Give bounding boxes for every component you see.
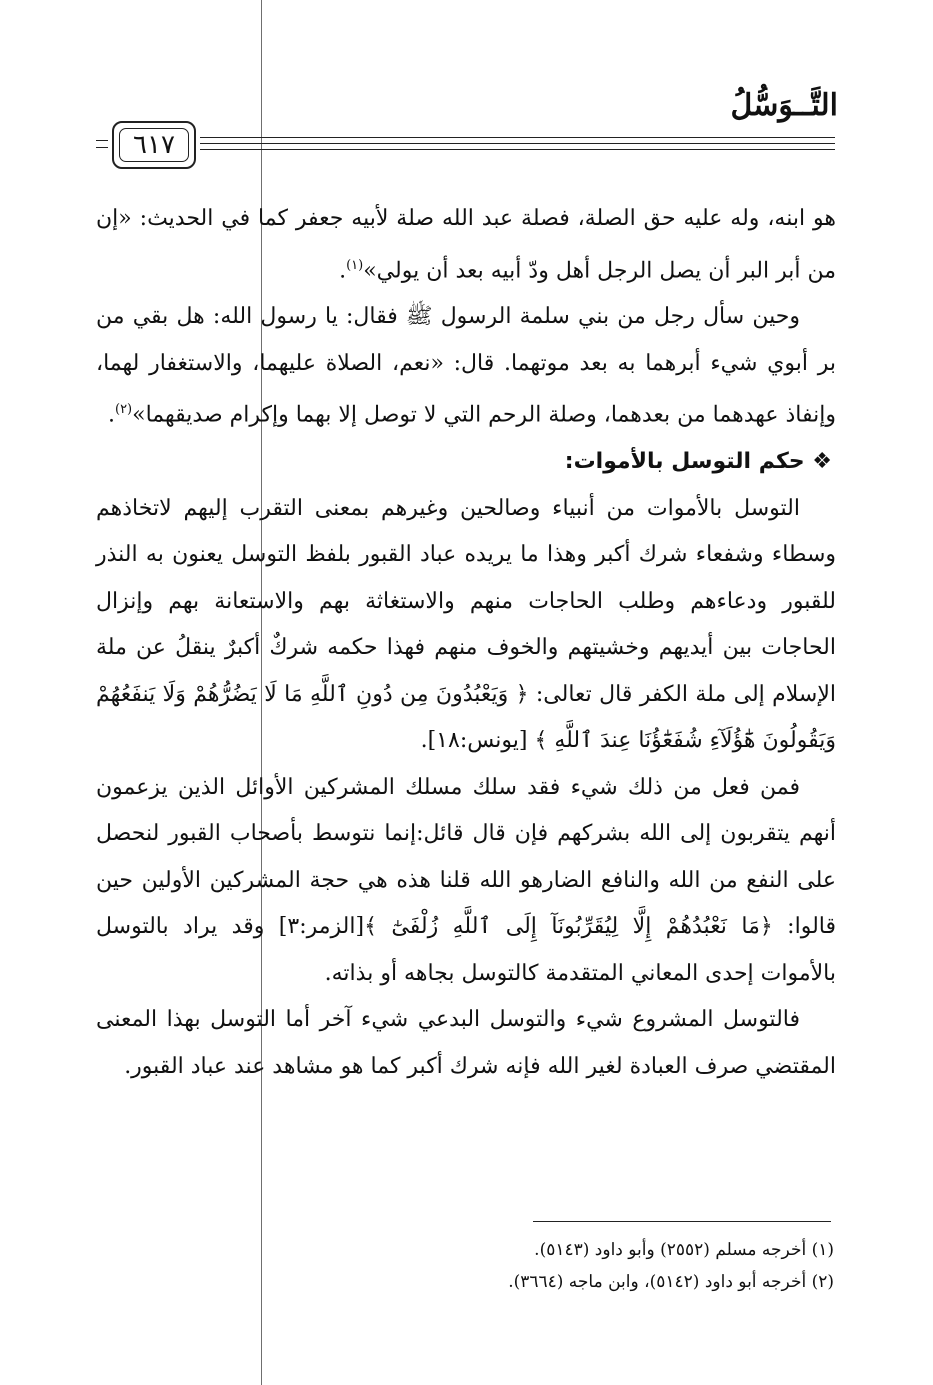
footnote-ref: (٢) (114, 402, 133, 418)
header-tick (96, 140, 108, 141)
page-number: ٦١٧ (119, 128, 189, 162)
footnote: (١) أخرجه مسلم (٢٥٥٢) وأبو داود (٥١٤٣). (534, 1240, 834, 1260)
running-header-title: التَّــوَسُّلُ (730, 88, 838, 123)
period: . (339, 257, 347, 283)
footnote-separator (533, 1221, 831, 1222)
header-rule (200, 143, 835, 144)
paragraph: فالتوسل المشروع شيء والتوسل البدعي شيء آخر أما التوسل بهذا المعنى المقتضي صرف العبادة لغير الله فإنه شرك أكبر كما هو مشاهد عند عباد القبور. (96, 1007, 836, 1079)
paragraph (96, 294, 836, 439)
footnote: (٢) أخرجه أبو داود (٥١٤٢)، وابن ماجه (٣٦٦٤). (508, 1272, 834, 1292)
paragraph (96, 196, 836, 294)
paragraph: فمن فعل من ذلك شيء فقد سلك مسلك المشركين الأوائل الذين يزعمون أنهم يتقربون إلى الله بشركهم فإن قال قائل:إنما نتوسط بأصحاب القبور لنحصل على النفع من الله والنافع الضارهو الله قلنا هذه هي حجة المشركين الأولين حين قالوا: ﴿مَا نَعْبُدُهُمْ إِلَّا لِيُقَرِّبُونَآ إِلَى ٱللَّهِ زُلْفَىٰٓ ﴾[الزمر:٣] وقد يراد بالتوسل بالأموات إحدى المعاني المتقدمة كالتوسل بجاهه أو بذاته. (96, 774, 836, 986)
header-rule (200, 137, 835, 138)
paragraph: التوسل بالأموات من أنبياء وصالحين وغيرهم بمعنى التقرب إليهم لاتخاذهم وسطاء وشفعاء شرك أكبر وهذا ما يريده عباد القبور بلفظ التوسل يعنون به النذر للقبور ودعاءهم وطلب الحاجات منهم والاستغاثة بهم والاستعانة بهم وإنزال الحاجات بين أيديهم وخشيتهم والخوف منهم فهذا حكمه شركٌ أكبرٌ ينقلُ عن ملة الإسلام إلى ملة الكفر قال تعالى: ﴿ وَيَعْبُدُونَ مِن دُونِ ٱللَّهِ مَا لَا يَضُرُّهُمْ وَلَا يَنفَعُهُمْ وَيَقُولُونَ هَٰٓؤُلَآءِ شُفَعَٰٓؤُنَا عِندَ ٱللَّهِ ﴾ [يونس:١٨]. (96, 495, 836, 754)
main-text (96, 196, 836, 1090)
period: . (107, 402, 115, 428)
section-heading: ❖ حكم التوسل بالأموات: (564, 449, 832, 475)
paragraph-text: هو ابنه، وله عليه حق الصلة، فصلة عبد الله صلة لأبيه جعفر كما في الحديث: «إن من أبر البر أن يصل الرجل أهل ودّ أبيه بعد أن يولي» (96, 206, 836, 283)
header-tick (96, 147, 108, 148)
footnotes (300, 1234, 834, 1298)
paragraph-text: وحين سأل رجل من بني سلمة الرسول ﷺ فقال: يا رسول الله: هل بقي من بر أبوي شيء أبرهما به بعد موتهما. قال: «نعم، الصلاة عليهما، والاستغفار لهما، وإنفاذ عهدهما من بعدهما، وصلة الرحم التي لا توصل إلا بهما وإكرام صديقهما» (96, 304, 836, 428)
header-rule (200, 149, 835, 150)
footnote-ref: (١) (346, 257, 364, 273)
page-number-frame (112, 121, 196, 169)
